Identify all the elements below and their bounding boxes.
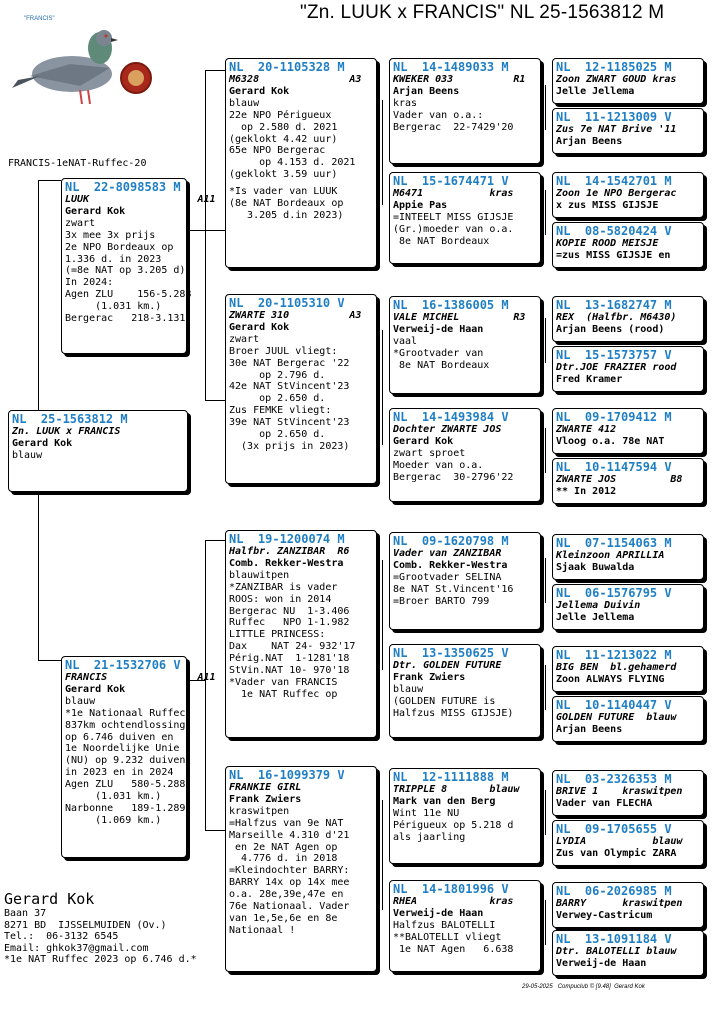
logo-text: "FRANCIS" — [24, 16, 55, 22]
card-line: 76e Nationaal. Vader — [229, 901, 350, 913]
ring-number: NL 22-8098583 M — [65, 180, 181, 194]
ring-number: NL 13-1350625 V — [393, 646, 509, 660]
card-line: kraswitpen — [229, 805, 290, 817]
card-line: **BALOTELLI vliegt — [393, 931, 502, 943]
breeder-line: Baan 37 — [4, 908, 47, 919]
card-line: Bergerac NU 1-3.406 — [229, 605, 350, 617]
card-line: Bergerac 22-7429'20 — [393, 121, 514, 133]
pigeon-name: BRIVE 1 kraswitpen — [556, 786, 683, 797]
ring-number: NL 12-1185025 M — [556, 60, 672, 74]
card-line: 3.205 d.in 2023) — [229, 209, 344, 221]
ring-number: NL 16-1386005 M — [393, 298, 509, 312]
card-subline: Arjan Beens — [556, 723, 623, 735]
footer-credit: 29-05-2025 Compuclub © [9.48] Gerard Kok — [522, 984, 645, 990]
reference-label: FRANCIS-1eNAT-Ruffec-20 — [8, 158, 147, 169]
card-line: 1e NAT Ruffec op — [229, 688, 338, 700]
ancestor-card[interactable] — [552, 172, 704, 218]
card-line: *ZANZIBAR is vader — [229, 581, 338, 593]
connector — [205, 540, 225, 541]
pigeon-name: Halfbr. ZANZIBAR R6 — [229, 546, 350, 557]
owner-name: Comb. Rekker-Westra — [229, 557, 344, 569]
card-subline: Jelle Jellema — [556, 85, 635, 97]
card-line: Marseille 4.310 d'21 — [229, 829, 350, 841]
ring-number: NL 14-1542701 M — [556, 174, 672, 188]
ring-number: NL 21-1532706 V — [65, 658, 181, 672]
card-line: Dax NAT 24- 932'17 — [229, 641, 356, 653]
card-line: =Broer BARTO 799 — [393, 595, 490, 607]
card-line: 30e NAT Bergerac '22 — [229, 357, 350, 369]
pigeon-name: Dochter ZWARTE JOS — [393, 424, 502, 435]
ring-number: NL 06-2026985 M — [556, 884, 672, 898]
ancestor-card[interactable] — [552, 584, 704, 630]
card-line: als jaarling — [393, 831, 466, 843]
connector — [545, 790, 546, 835]
pigeon-name: Jellema Duivin — [556, 600, 641, 611]
card-line: =INTEELT MISS GIJSJE — [393, 211, 514, 223]
breeder-email[interactable]: Email: ghkok37@gmail.com — [4, 942, 149, 954]
connector — [38, 660, 61, 661]
card-line: 42e NAT StVincent'23 — [229, 381, 350, 393]
pigeon-name: FRANKIE GIRL — [229, 782, 302, 793]
card-line: van 1e,5e,6e en 8e — [229, 912, 338, 924]
card-line: 8e NAT Bordeaux — [393, 359, 490, 371]
card-line: 1e NAT Agen 6.638 — [393, 943, 514, 955]
logo — [4, 10, 154, 110]
ring-number: NL 15-1573757 V — [556, 348, 672, 362]
connector — [38, 180, 61, 181]
ancestor-card[interactable] — [552, 408, 704, 454]
owner-name: Gerard Kok — [65, 683, 126, 695]
pigeon-name: Dtr.JOE FRAZIER rood — [556, 362, 677, 373]
card-line: Périg.NAT 1-1281'18 — [229, 653, 350, 665]
connector — [205, 70, 225, 71]
card-line: Périgueux op 5.218 d — [393, 819, 514, 831]
card-line: blauw — [65, 695, 96, 707]
owner-name: Gerard Kok — [65, 205, 126, 217]
card-line: (geklokt 4.42 uur) — [229, 133, 338, 145]
card-line: (3x prijs in 2023) — [229, 440, 350, 452]
connector — [382, 560, 383, 670]
card-line: LITTLE PRINCESS: — [229, 629, 326, 641]
breeder-info — [4, 890, 234, 966]
ring-number: NL 14-1801996 V — [393, 882, 509, 896]
connector — [382, 330, 383, 445]
card-line: op 4.153 d. 2021 — [229, 157, 356, 169]
card-line: BARRY 14x op 14x mee — [229, 877, 350, 889]
ring-number: NL 19-1200074 M — [229, 532, 345, 546]
card-line: (GOLDEN FUTURE is — [393, 695, 496, 707]
card-line: 65e NPO Bergerac — [229, 145, 326, 157]
ring-number: NL 09-1620798 M — [393, 534, 509, 548]
card-line: en 2e NAT Agen op — [229, 841, 338, 853]
card-line: op 2.650 d. — [229, 393, 326, 405]
card-line: (1.031 km.) — [65, 791, 162, 803]
card-line: Agen ZLU 580-5.288 — [65, 779, 186, 791]
ring-number: NL 15-1674471 V — [393, 174, 509, 188]
card-subline: Zus van Olympic ZARA — [556, 847, 677, 859]
great-grandparent-card[interactable] — [389, 880, 541, 972]
great-grandparent-card[interactable] — [389, 58, 541, 164]
ancestor-card[interactable] — [552, 296, 704, 342]
pigeon-name: Zus 7e NAT Brive '11 — [556, 124, 677, 135]
connector — [545, 900, 546, 945]
ancestor-card[interactable] — [552, 222, 704, 268]
card-subline: x zus MISS GIJSJE — [556, 199, 659, 211]
ring-number: NL 20-1105328 M — [229, 60, 345, 74]
card-subline: =zus MISS GIJSJE en — [556, 249, 671, 261]
pigeon-name: Zoon ZWART GOUD kras — [556, 74, 677, 85]
pigeon-name: LUUK A11 — [65, 194, 216, 205]
card-line: 1.336 d. in 2023 — [65, 253, 162, 265]
card-line: Zus FEMKE vliegt: — [229, 405, 332, 417]
card-line: 3x mee 3x prijs — [65, 229, 156, 241]
card-line: Ruffec NPO 1-1.982 — [229, 617, 350, 629]
pigeon-name: Vader van ZANZIBAR — [393, 548, 502, 559]
card-line: 1e Noordelijke Unie — [65, 743, 180, 755]
ancestor-card[interactable] — [552, 820, 704, 866]
card-subline: Fred Kramer — [556, 373, 623, 385]
pigeon-name: M6328 A3 — [229, 74, 362, 85]
dam-card[interactable] — [61, 656, 216, 858]
owner-name: Arjan Beens — [393, 85, 460, 97]
card-line: kras — [393, 97, 418, 109]
card-subline: ** In 2012 — [556, 485, 617, 497]
card-line: 2e NPO Bordeaux op — [65, 241, 174, 253]
pigeon-name: KOPIE ROOD MEISJE — [556, 238, 659, 249]
owner-name: Mark van den Berg — [393, 795, 496, 807]
connector — [205, 540, 206, 830]
card-line: op 6.746 duiven en — [65, 731, 174, 743]
ring-number: NL 25-1563812 M — [12, 412, 128, 426]
ring-number: NL 14-1493984 V — [393, 410, 509, 424]
card-line: (=8e NAT op 3.205 d) — [65, 265, 186, 277]
card-line: Agen ZLU 156-5.288 — [65, 289, 192, 301]
card-line: Bergerac 218-3.131 — [65, 313, 186, 325]
ancestor-card[interactable] — [552, 882, 704, 928]
pigeon-name: VALE MICHEL R3 — [393, 312, 526, 323]
connector — [545, 85, 546, 130]
card-line: blauw — [229, 97, 260, 109]
owner-name: Frank Zwiers — [393, 671, 466, 683]
connector — [545, 428, 546, 473]
owner-name: Gerard Kok — [229, 321, 290, 333]
ring-number: NL 03-2326353 M — [556, 772, 672, 786]
pigeon-name: ZWARTE 310 A3 — [229, 310, 362, 321]
ring-number: NL 20-1105310 V — [229, 296, 345, 310]
card-subline: Verwey-Castricum — [556, 909, 653, 921]
pigeon-name: ZWARTE 412 — [556, 424, 617, 435]
ring-number: NL 07-1154063 M — [556, 536, 672, 550]
owner-name: Gerard Kok — [12, 437, 73, 449]
pigeon-name: FRANCIS A11 — [65, 672, 216, 683]
connector — [38, 490, 39, 660]
breeder-line: 8271 BD IJSSELMUIDEN (Ov.) — [4, 919, 167, 931]
great-grandparent-card[interactable] — [389, 644, 541, 738]
pigeon-name: RHEA kras — [393, 896, 514, 907]
connector — [187, 230, 225, 231]
connector — [382, 100, 383, 205]
card-line: 22e NPO Périgueux — [229, 109, 332, 121]
great-grandparent-card[interactable] — [389, 296, 541, 394]
card-line: Nationaal ! — [229, 924, 296, 936]
card-line: zwart — [229, 333, 260, 345]
ancestor-card[interactable] — [552, 458, 704, 504]
card-line: blauwitpen — [229, 569, 290, 581]
card-line: *Is vader van LUUK — [229, 186, 338, 198]
ring-number: NL 09-1705655 V — [556, 822, 672, 836]
card-line: (geklokt 3.59 uur) — [229, 169, 338, 181]
owner-name: Frank Zwiers — [229, 793, 302, 805]
grandparent-card[interactable] — [225, 58, 377, 268]
card-line: 837km ochtendlossing — [65, 719, 186, 731]
owner-name: Gerard Kok — [229, 85, 290, 97]
connector — [545, 558, 546, 603]
connector — [205, 70, 206, 400]
card-line: (Gr.)moeder van o.a. — [393, 223, 514, 235]
card-line: in 2023 en in 2024 — [65, 767, 174, 779]
grandparent-card[interactable] — [225, 530, 377, 738]
card-line: op 2.650 d. — [229, 429, 326, 441]
card-line: 39e NAT StVincent'23 — [229, 417, 350, 429]
card-line: Moeder van o.a. — [393, 459, 484, 471]
owner-name: Gerard Kok — [393, 435, 454, 447]
owner-name: Appie Pas — [393, 199, 448, 211]
ancestor-card[interactable] — [552, 108, 704, 154]
connector — [545, 318, 546, 363]
breeder-name: Gerard Kok — [4, 890, 95, 908]
card-subline: Vloog o.a. 78e NAT — [556, 435, 665, 447]
connector — [545, 190, 546, 235]
card-line: 4.776 d. in 2018 — [229, 853, 338, 865]
card-line: zwart sproet — [393, 447, 466, 459]
card-line: vaal — [393, 335, 418, 347]
card-line: (NU) op 9.232 duiven — [65, 755, 186, 767]
pigeon-name: TRIPPLE 8 blauw — [393, 784, 520, 795]
card-subline: Zoon ALWAYS FLYING — [556, 673, 665, 685]
pigeon-name: M6471 kras — [393, 188, 514, 199]
pigeon-name: LYDIA blauw — [556, 836, 683, 847]
ring-number: NL 10-1147594 V — [556, 460, 672, 474]
grandparent-card[interactable] — [225, 294, 377, 484]
pigeon-name: Zoon 1e NPO Bergerac — [556, 188, 677, 199]
pigeon-name: Dtr. BALOTELLI blauw — [556, 946, 677, 957]
connector — [382, 800, 383, 910]
card-line: StVin.NAT 10- 970'18 — [229, 665, 350, 677]
pigeon-name: ZWARTE JOS B8 — [556, 474, 683, 485]
pigeon-name: GOLDEN FUTURE blauw — [556, 712, 677, 723]
ring-number: NL 12-1111888 M — [393, 770, 509, 784]
card-line: zwart — [65, 217, 96, 229]
card-line: *Grootvader van — [393, 347, 484, 359]
card-line: =Grootvader SELINA — [393, 571, 502, 583]
card-line: *Vader van FRANCIS — [229, 676, 338, 688]
card-line: Broer JUUL vliegt: — [229, 345, 338, 357]
breeder-line: *1e NAT Ruffec 2023 op 6.746 d.* — [4, 954, 197, 966]
ring-number: NL 09-1709412 M — [556, 410, 672, 424]
pigeon-name: BIG BEN bl.gehamerd — [556, 662, 677, 673]
card-line: In 2024: — [65, 277, 114, 289]
ancestor-card[interactable] — [552, 696, 704, 742]
owner-name: Comb. Rekker-Westra — [393, 559, 508, 571]
card-line: Narbonne 189-1.289 — [65, 802, 186, 814]
card-line: *1e Nationaal Ruffec — [65, 707, 186, 719]
pigeon-name: REX (Halfbr. M6430) — [556, 312, 677, 323]
sire-card[interactable] — [61, 178, 216, 354]
ancestor-card[interactable] — [552, 930, 704, 976]
card-line: op 2.580 d. 2021 — [229, 121, 338, 133]
page-title: "Zn. LUUK x FRANCIS" NL 25-1563812 M — [300, 2, 665, 23]
card-subline: Jelle Jellema — [556, 611, 635, 623]
connector — [545, 665, 546, 710]
card-line: op 2.796 d. — [229, 369, 326, 381]
ancestor-card[interactable] — [552, 58, 704, 104]
card-line: Wint 11e NU — [393, 807, 460, 819]
owner-name: Verweij-de Haan — [393, 907, 484, 919]
ring-number: NL 16-1099379 V — [229, 768, 345, 782]
card-line: 8e NAT Bordeaux — [393, 235, 490, 247]
card-line: (1.031 km.) — [65, 301, 162, 313]
ancestor-card[interactable] — [552, 534, 704, 580]
connector — [205, 400, 225, 401]
card-line: Bergerac 30-2796'22 — [393, 471, 514, 483]
card-line: ROOS: won in 2014 — [229, 593, 332, 605]
connector — [38, 180, 39, 410]
ring-number: NL 08-5820424 V — [556, 224, 672, 238]
subject-card[interactable] — [8, 410, 188, 492]
card-subline: Arjan Beens — [556, 135, 623, 147]
card-line: Halfzus BALOTELLI — [393, 919, 496, 931]
great-grandparent-card[interactable] — [389, 172, 541, 264]
pigeon-name: Zn. LUUK x FRANCIS — [12, 426, 121, 437]
ring-number: NL 11-1213009 V — [556, 110, 672, 124]
grandparent-card[interactable] — [225, 766, 377, 972]
card-subline: Sjaak Buwalda — [556, 561, 635, 573]
card-line: (8e NAT Bordeaux op — [229, 198, 344, 210]
club-seal-icon — [120, 62, 152, 94]
ring-number: NL 11-1213022 M — [556, 648, 672, 662]
pigeon-name: Kleinzoon APRILLIA — [556, 550, 665, 561]
card-subline: Arjan Beens (rood) — [556, 323, 665, 335]
breeder-line: Tel.: 06-3132 6545 — [4, 931, 119, 943]
ring-number: NL 06-1576795 V — [556, 586, 672, 600]
pigeon-name: Dtr. GOLDEN FUTURE — [393, 660, 502, 671]
card-line: 8e NAT St.Vincent'16 — [393, 583, 514, 595]
great-grandparent-card[interactable] — [389, 768, 541, 864]
card-line: Vader van o.a.: — [393, 109, 484, 121]
card-subline: Vader van FLECHA — [556, 797, 653, 809]
great-grandparent-card[interactable] — [389, 408, 541, 502]
card-line: =Kleindochter BARRY: — [229, 865, 350, 877]
ancestor-card[interactable] — [552, 346, 704, 392]
ring-number: NL 14-1489033 M — [393, 60, 509, 74]
card-line: (1.069 km.) — [65, 814, 162, 826]
ring-number: NL 13-1091184 V — [556, 932, 672, 946]
connector — [205, 830, 225, 831]
pigeon-name: BARRY kraswitpen — [556, 898, 683, 909]
ring-number: NL 10-1140447 V — [556, 698, 672, 712]
pigeon-icon — [10, 16, 120, 111]
ancestor-card[interactable] — [552, 770, 704, 816]
great-grandparent-card[interactable] — [389, 532, 541, 630]
card-line: =Halfzus van 9e NAT — [229, 817, 344, 829]
pigeon-name: KWEKER 033 R1 — [393, 74, 526, 85]
ancestor-card[interactable] — [552, 646, 704, 692]
card-line: blauw — [393, 683, 424, 695]
card-line: o.a. 28e,39e,47e en — [229, 889, 344, 901]
card-line: Halfzus MISS GIJSJE) — [393, 707, 514, 719]
card-line: blauw — [12, 449, 43, 461]
ring-number: NL 13-1682747 M — [556, 298, 672, 312]
card-subline: Verweij-de Haan — [556, 957, 647, 969]
owner-name: Verweij-de Haan — [393, 323, 484, 335]
